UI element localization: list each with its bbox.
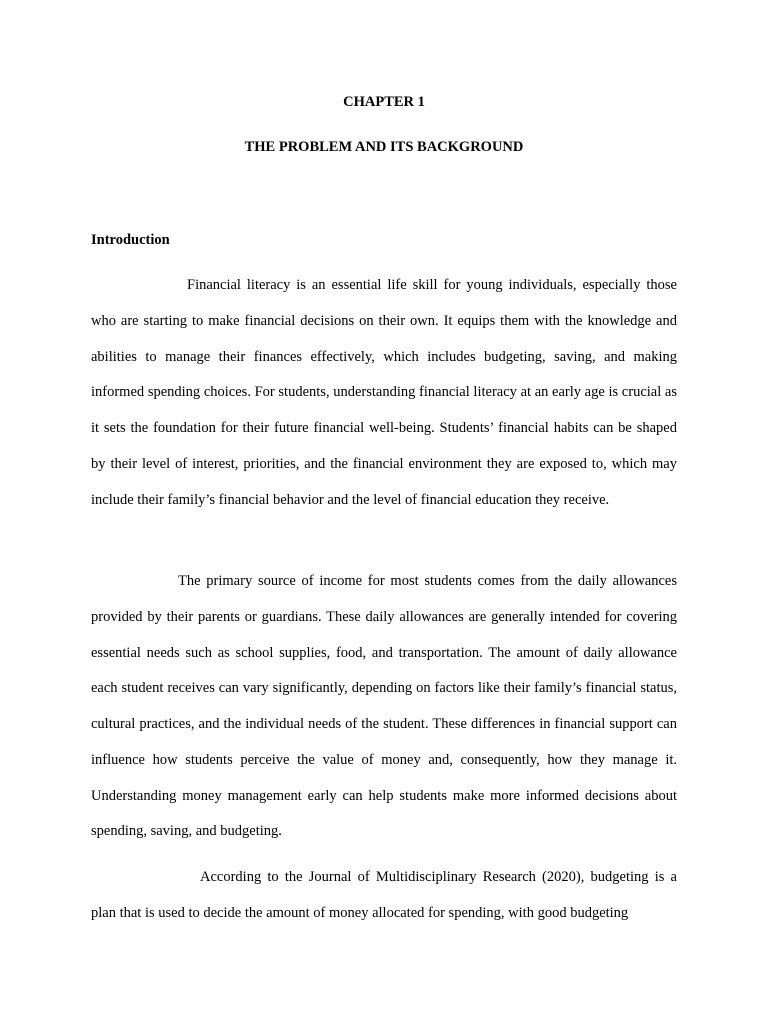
paragraph-daily-allowances: The primary source of income for most students comes from the daily allowances provided by their parents or guardians. These daily allowances are generally intended for covering essential needs such as school supplies, food, and transportation. The amount of daily allowance each student receives can vary significantly, depending on factors like their family’s financial status, cultural practices, and the individual needs of the student. These differences in financial support can influence how students perceive the value of money and, consequently, how they manage it. Understanding money management early can help students make more informed decisions about spending, saving, and budgeting. xyxy=(91,573,677,840)
section-heading: Introduction xyxy=(91,232,170,248)
paragraph-budgeting: According to the Journal of Multidisciplinary Research (2020), budgeting is a plan that is used to decide the amount of money allocated for spending, with good budgeting xyxy=(91,869,677,921)
paragraph-financial-literacy: Financial literacy is an essential life skill for young individuals, especially those who are starting to make financial decisions on their own. It equips them with the knowledge and abilities to manage their finances effectively, which includes budgeting, saving, and making informed spending choices. For students, understanding financial literacy at an early age is crucial as it sets the foundation for their future financial well-being. Students’ financial habits can be shaped by their level of interest, priorities, and the financial environment they are exposed to, which may include their family’s financial behavior and the level of financial education they receive. xyxy=(91,277,677,508)
chapter-heading: CHAPTER 1 xyxy=(343,94,425,110)
chapter-title: THE PROBLEM AND ITS BACKGROUND xyxy=(244,139,524,155)
